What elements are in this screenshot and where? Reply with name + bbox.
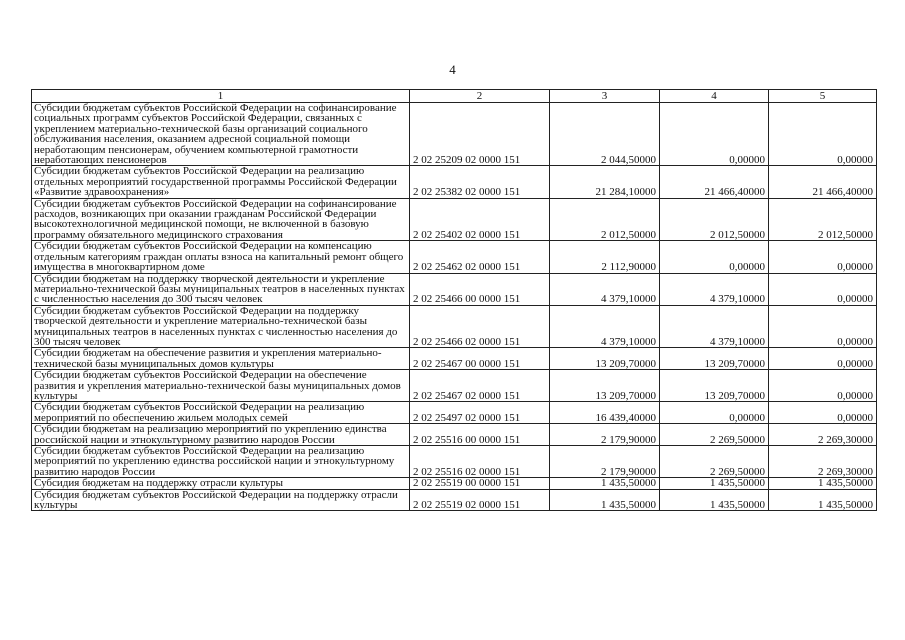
row-value-col4: 2 012,50000 (660, 198, 769, 241)
row-description: Субсидии бюджетам субъектов Российской Федерации на реализацию отдельных мероприятий государственной программы Российской Федерации «Развитие здравоохранения» (32, 166, 410, 198)
row-value-col4: 2 269,50000 (660, 424, 769, 446)
row-value-col5: 1 435,50000 (769, 489, 877, 511)
row-code: 2 02 25209 02 0000 151 (410, 103, 550, 166)
row-value-col4: 0,00000 (660, 402, 769, 424)
row-value-col3: 4 379,10000 (550, 305, 660, 348)
table-row (32, 424, 877, 446)
row-description: Субсидии бюджетам субъектов Российской Федерации на реализацию мероприятий по укреплению единства российской нации и этнокультурному развитию народов России (32, 446, 410, 478)
table-row (32, 273, 877, 305)
row-code: 2 02 25519 00 0000 151 (410, 478, 550, 489)
row-value-col4: 0,00000 (660, 241, 769, 273)
row-code: 2 02 25382 02 0000 151 (410, 166, 550, 198)
row-value-col4: 1 435,50000 (660, 478, 769, 489)
table-row (32, 103, 877, 166)
table-row (32, 198, 877, 241)
table-row (32, 402, 877, 424)
table-row (32, 348, 877, 370)
row-value-col4: 13 209,70000 (660, 348, 769, 370)
row-description: Субсидии бюджетам субъектов Российской Федерации на поддержку творческой деятельности и укрепление материально-технической базы муниципальных театров в населенных пунктах с численностью населения до 300 тысяч человек (32, 305, 410, 348)
row-value-col3: 2 179,90000 (550, 446, 660, 478)
row-description: Субсидии бюджетам на реализацию мероприятий по укреплению единства российской нации и этнокультурному развитию народов России (32, 424, 410, 446)
row-code: 2 02 25467 00 0000 151 (410, 348, 550, 370)
row-description: Субсидии бюджетам на поддержку творческой деятельности и укрепление материально-технической базы муниципальных театров в населенных пунктах с численностью населения до 300 тысяч человек (32, 273, 410, 305)
row-value-col3: 13 209,70000 (550, 348, 660, 370)
row-description: Субсидии бюджетам субъектов Российской Федерации на софинансирование социальных программ субъектов Российской Федерации, связанных с укреплением материально-технической базы организаций социального обслуживания населения, оказанием адресной социальной помощи неработающим пенсионерам, обучением компьютерной грамотности неработающих пенсионеров (32, 103, 410, 166)
row-value-col3: 21 284,10000 (550, 166, 660, 198)
row-description: Субсидии бюджетам субъектов Российской Федерации на софинансирование расходов, возникающих при оказании гражданам Российской Федерации высокотехнологичной медицинской помощи, не включенной в базовую программу обязательного медицинского страхования (32, 198, 410, 241)
column-header-3: 3 (550, 90, 660, 103)
row-value-col4: 13 209,70000 (660, 370, 769, 402)
row-value-col3: 4 379,10000 (550, 273, 660, 305)
row-code: 2 02 25467 02 0000 151 (410, 370, 550, 402)
table-body (32, 103, 877, 511)
row-value-col3: 1 435,50000 (550, 489, 660, 511)
row-description: Субсидии бюджетам субъектов Российской Федерации на реализацию мероприятий по обеспечению жильем молодых семей (32, 402, 410, 424)
row-value-col5: 1 435,50000 (769, 478, 877, 489)
row-value-col5: 0,00000 (769, 273, 877, 305)
table-row (32, 305, 877, 348)
column-header-5: 5 (769, 90, 877, 103)
row-value-col5: 0,00000 (769, 402, 877, 424)
table-header (32, 90, 877, 103)
row-value-col4: 0,00000 (660, 103, 769, 166)
row-value-col3: 2 112,90000 (550, 241, 660, 273)
row-code: 2 02 25466 02 0000 151 (410, 305, 550, 348)
row-description: Субсидии бюджетам субъектов Российской Федерации на компенсацию отдельным категориям граждан оплаты взноса на капитальный ремонт общего имущества в многоквартирном доме (32, 241, 410, 273)
row-value-col3: 2 179,90000 (550, 424, 660, 446)
column-header-1: 1 (32, 90, 410, 103)
table-row (32, 478, 877, 489)
row-code: 2 02 25516 00 0000 151 (410, 424, 550, 446)
row-code: 2 02 25497 02 0000 151 (410, 402, 550, 424)
row-value-col3: 16 439,40000 (550, 402, 660, 424)
row-description: Субсидии бюджетам на обеспечение развития и укрепления материально-технической базы муниципальных домов культуры (32, 348, 410, 370)
row-code: 2 02 25466 00 0000 151 (410, 273, 550, 305)
row-code: 2 02 25402 02 0000 151 (410, 198, 550, 241)
budget-table (31, 89, 877, 511)
page-number: 4 (449, 62, 456, 77)
row-value-col3: 2 012,50000 (550, 198, 660, 241)
row-value-col5: 21 466,40000 (769, 166, 877, 198)
row-value-col3: 1 435,50000 (550, 478, 660, 489)
row-value-col4: 2 269,50000 (660, 446, 769, 478)
row-value-col5: 0,00000 (769, 241, 877, 273)
row-code: 2 02 25519 02 0000 151 (410, 489, 550, 511)
table-row (32, 446, 877, 478)
row-value-col4: 21 466,40000 (660, 166, 769, 198)
row-value-col5: 2 269,30000 (769, 424, 877, 446)
row-code: 2 02 25462 02 0000 151 (410, 241, 550, 273)
row-description: Субсидия бюджетам субъектов Российской Федерации на поддержку отрасли культуры (32, 489, 410, 511)
row-description: Субсидии бюджетам субъектов Российской Федерации на обеспечение развития и укрепления материально-технической базы муниципальных домов культуры (32, 370, 410, 402)
row-value-col3: 13 209,70000 (550, 370, 660, 402)
row-value-col5: 2 012,50000 (769, 198, 877, 241)
row-description: Субсидия бюджетам на поддержку отрасли культуры (32, 478, 410, 489)
row-value-col3: 2 044,50000 (550, 103, 660, 166)
column-header-4: 4 (660, 90, 769, 103)
row-value-col4: 1 435,50000 (660, 489, 769, 511)
table-row (32, 489, 877, 511)
column-header-2: 2 (410, 90, 550, 103)
row-value-col5: 2 269,30000 (769, 446, 877, 478)
row-value-col5: 0,00000 (769, 305, 877, 348)
table-row (32, 370, 877, 402)
row-value-col4: 4 379,10000 (660, 273, 769, 305)
row-value-col5: 0,00000 (769, 103, 877, 166)
row-value-col4: 4 379,10000 (660, 305, 769, 348)
table-row (32, 166, 877, 198)
row-value-col5: 0,00000 (769, 348, 877, 370)
row-code: 2 02 25516 02 0000 151 (410, 446, 550, 478)
table-row (32, 241, 877, 273)
row-value-col5: 0,00000 (769, 370, 877, 402)
header-row (32, 90, 877, 103)
